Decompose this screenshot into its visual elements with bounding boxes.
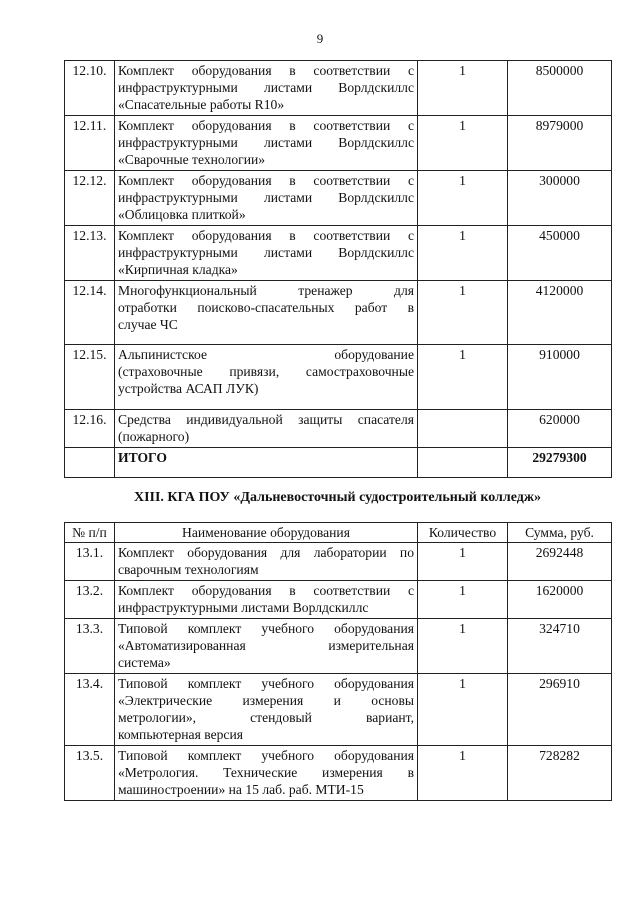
- table-row: [65, 581, 612, 619]
- table-row: [65, 345, 612, 410]
- name-line: Комплект оборудования в соответствии с: [118, 173, 414, 188]
- name-line: Типовой комплект учебного оборудования: [118, 676, 414, 691]
- total-label: ИТОГО: [115, 448, 418, 478]
- cell-sum: 4120000: [508, 281, 612, 345]
- cell-qty: 1: [418, 581, 508, 619]
- cell-name: [115, 619, 418, 674]
- cell-name: [115, 581, 418, 619]
- cell-sum: 296910: [508, 674, 612, 746]
- name-line: метрологии», стендовый вариант,: [118, 710, 414, 725]
- cell-name: [115, 543, 418, 581]
- cell-sum: 8979000: [508, 116, 612, 171]
- name-line: инфраструктурными листами Ворлдскиллс: [118, 135, 414, 150]
- equipment-table-section-12: [64, 60, 612, 478]
- cell-sum: 300000: [508, 171, 612, 226]
- name-line: отработки поисково-спасательных работ в: [118, 300, 414, 315]
- cell-sum: 910000: [508, 345, 612, 410]
- cell-name: [115, 226, 418, 281]
- table-row: [65, 543, 612, 581]
- header-qty: Количество: [418, 523, 508, 543]
- name-line: Альпинистское оборудование: [118, 347, 414, 362]
- name-line: Комплект оборудования в соответствии с: [118, 118, 414, 133]
- name-line: компьютерная версия: [118, 727, 243, 742]
- cell-name: [115, 171, 418, 226]
- name-line: устройства АСАП ЛУК): [118, 381, 259, 396]
- cell-qty: 1: [418, 345, 508, 410]
- name-line: «Спасательные работы R10»: [118, 97, 285, 112]
- cell-qty: [418, 410, 508, 448]
- cell-sum: 2692448: [508, 543, 612, 581]
- name-line: Типовой комплект учебного оборудования: [118, 748, 414, 763]
- cell-no: 12.15.: [65, 345, 115, 410]
- cell-no: 12.12.: [65, 171, 115, 226]
- table-row: [65, 746, 612, 801]
- cell-sum: 1620000: [508, 581, 612, 619]
- name-line: «Автоматизированная измерительная: [118, 638, 414, 653]
- table-body: [65, 543, 612, 801]
- name-line: «Сварочные технологии»: [118, 152, 266, 167]
- name-line: «Метрология. Технические измерения в: [118, 765, 414, 780]
- name-line: система»: [118, 655, 171, 670]
- name-line: «Электрические измерения и основы: [118, 693, 414, 708]
- cell-no: [65, 448, 115, 478]
- total-sum: 29279300: [508, 448, 612, 478]
- table-row: [65, 61, 612, 116]
- name-line: Средства индивидуальной защиты спасателя: [118, 412, 414, 427]
- table-body: [65, 61, 612, 478]
- table-row: [65, 281, 612, 345]
- header-sum: Сумма, руб.: [508, 523, 612, 543]
- cell-sum: 620000: [508, 410, 612, 448]
- cell-qty: [418, 448, 508, 478]
- cell-name: [115, 345, 418, 410]
- total-row: [65, 448, 612, 478]
- cell-no: 12.11.: [65, 116, 115, 171]
- cell-no: 12.13.: [65, 226, 115, 281]
- name-line: машиностроении» на 15 лаб. раб. МТИ-15: [118, 782, 364, 797]
- table-row: [65, 674, 612, 746]
- table-header-row: [65, 523, 612, 543]
- name-line: случае ЧС: [118, 317, 178, 332]
- page-number: 9: [316, 31, 324, 46]
- header-name: Наименование оборудования: [115, 523, 418, 543]
- cell-qty: 1: [418, 746, 508, 801]
- cell-no: 13.4.: [65, 674, 115, 746]
- name-line: Многофункциональный тренажер для: [118, 283, 414, 298]
- name-line: «Кирпичная кладка»: [118, 262, 238, 277]
- cell-no: 12.14.: [65, 281, 115, 345]
- name-line: сварочным технологиям: [118, 562, 259, 577]
- cell-qty: 1: [418, 116, 508, 171]
- table-row: [65, 226, 612, 281]
- equipment-table-section-13: [64, 522, 612, 801]
- table-row: [65, 116, 612, 171]
- name-line: инфраструктурными листами Ворлдскиллс: [118, 80, 414, 95]
- cell-name: [115, 746, 418, 801]
- header-no: № п/п: [65, 523, 115, 543]
- cell-qty: 1: [418, 226, 508, 281]
- cell-sum: 8500000: [508, 61, 612, 116]
- cell-no: 12.10.: [65, 61, 115, 116]
- name-line: Типовой комплект учебного оборудования: [118, 621, 414, 636]
- name-line: Комплект оборудования в соответствии с: [118, 583, 414, 598]
- name-line: (пожарного): [118, 429, 190, 444]
- cell-sum: 324710: [508, 619, 612, 674]
- section-title: XIII. КГА ПОУ «Дальневосточный судостроительный колледж»: [133, 490, 542, 505]
- name-line: Комплект оборудования в соответствии с: [118, 228, 414, 243]
- cell-no: 13.5.: [65, 746, 115, 801]
- cell-name: [115, 281, 418, 345]
- cell-sum: 728282: [508, 746, 612, 801]
- table-row: [65, 171, 612, 226]
- cell-name: [115, 61, 418, 116]
- cell-qty: 1: [418, 543, 508, 581]
- name-line: Комплект оборудования в соответствии с: [118, 63, 414, 78]
- name-line: инфраструктурными листами Ворлдскиллс: [118, 600, 369, 615]
- name-line: Комплект оборудования для лаборатории по: [118, 545, 414, 560]
- cell-qty: 1: [418, 171, 508, 226]
- cell-no: 13.3.: [65, 619, 115, 674]
- cell-qty: 1: [418, 619, 508, 674]
- cell-name: [115, 674, 418, 746]
- cell-no: 13.2.: [65, 581, 115, 619]
- table-row: [65, 410, 612, 448]
- cell-qty: 1: [418, 674, 508, 746]
- name-line: «Облицовка плиткой»: [118, 207, 246, 222]
- cell-no: 12.16.: [65, 410, 115, 448]
- cell-qty: 1: [418, 281, 508, 345]
- table-row: [65, 619, 612, 674]
- name-line: инфраструктурными листами Ворлдскиллс: [118, 245, 414, 260]
- cell-sum: 450000: [508, 226, 612, 281]
- name-line: инфраструктурными листами Ворлдскиллс: [118, 190, 414, 205]
- cell-qty: 1: [418, 61, 508, 116]
- name-line: (страховочные привязи, самостраховочные: [118, 364, 414, 379]
- cell-no: 13.1.: [65, 543, 115, 581]
- cell-name: [115, 116, 418, 171]
- cell-name: [115, 410, 418, 448]
